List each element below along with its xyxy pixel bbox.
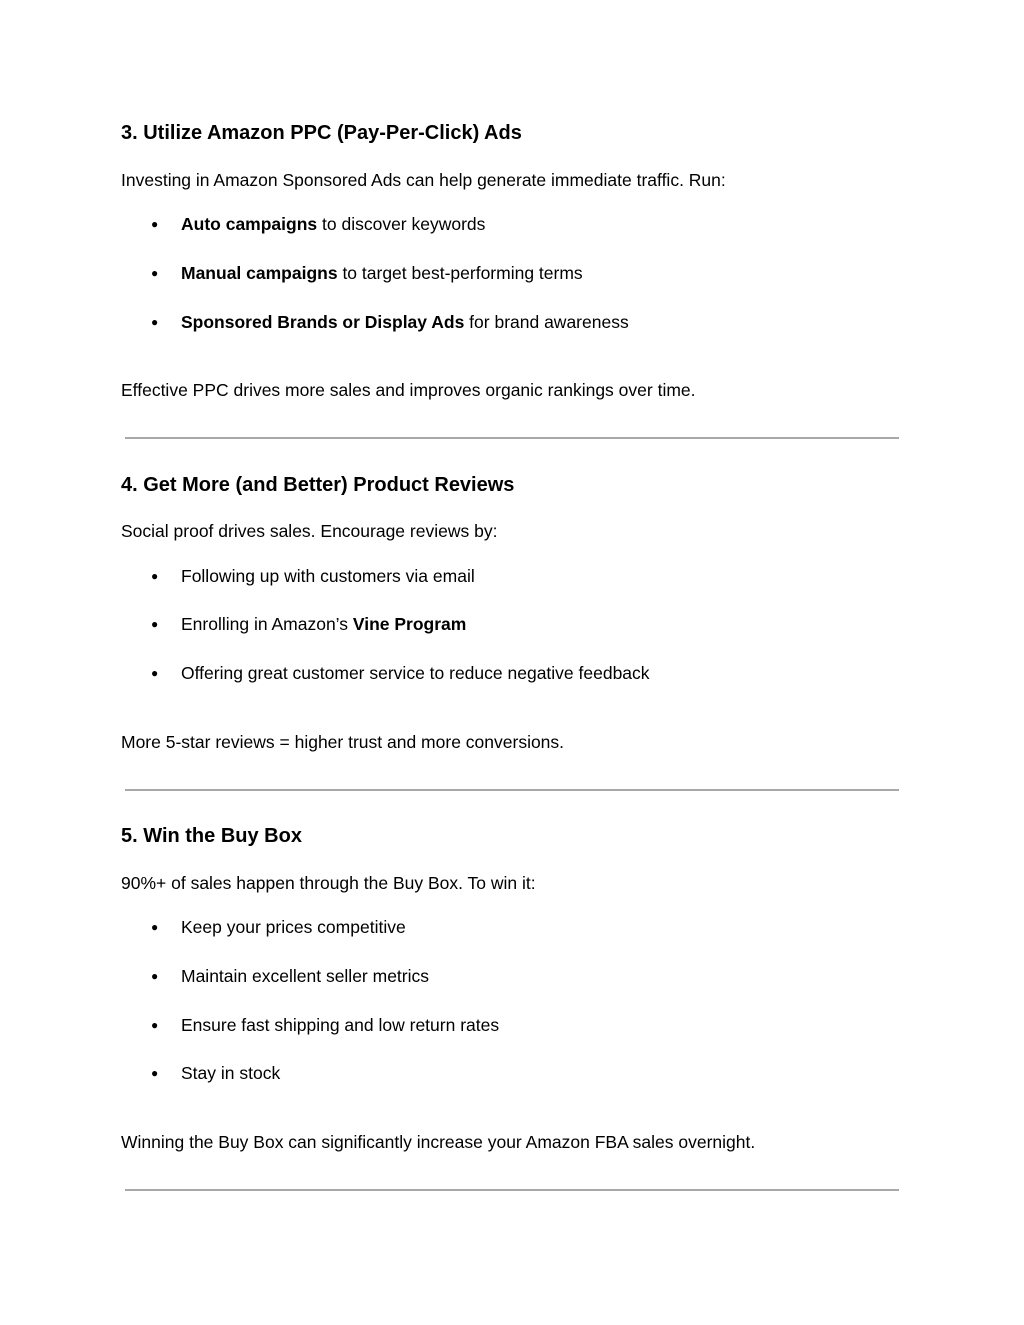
section-intro-reviews: Social proof drives sales. Encourage reviews by:	[121, 521, 498, 541]
section-conclusion-buy-box: Winning the Buy Box can significantly increase your Amazon FBA sales overnight.	[121, 1132, 756, 1152]
list-item-text	[181, 311, 629, 333]
list-item-text	[181, 213, 485, 235]
section-divider	[125, 789, 899, 791]
bullet-icon: ●	[151, 315, 159, 329]
list-item-text: Following up with customers via email	[181, 566, 475, 586]
section-conclusion-ppc: Effective PPC drives more sales and improves organic rankings over time.	[121, 380, 696, 400]
bullet-icon: ●	[151, 217, 159, 231]
list-item-text: Keep your prices competitive	[181, 917, 406, 937]
bullet-icon: ●	[151, 569, 159, 583]
list-item-text: Ensure fast shipping and low return rates	[181, 1015, 500, 1035]
list-item-rest: to target best-performing terms	[337, 263, 583, 283]
section-heading-reviews: 4. Get More (and Better) Product Reviews	[121, 474, 515, 496]
bullet-icon: ●	[151, 1066, 159, 1080]
list-item-bold: Sponsored Brands or Display Ads	[181, 312, 465, 332]
section-divider	[125, 1189, 899, 1191]
section-heading-ppc: 3. Utilize Amazon PPC (Pay-Per-Click) Ads	[121, 122, 522, 144]
section-intro-ppc: Investing in Amazon Sponsored Ads can help generate immediate traffic. Run:	[121, 170, 726, 190]
list-item-rest: to discover keywords	[317, 214, 486, 234]
list-item-text: Stay in stock	[181, 1063, 281, 1083]
list-item-rest: Enrolling in Amazon’s	[181, 614, 353, 634]
bullet-icon: ●	[151, 617, 159, 631]
bullet-icon: ●	[151, 266, 159, 280]
list-item-bold: Vine Program	[352, 614, 467, 634]
bullet-icon: ●	[151, 666, 159, 680]
bullet-icon: ●	[151, 920, 159, 934]
bullet-icon: ●	[151, 1018, 159, 1032]
section-heading-buy-box: 5. Win the Buy Box	[121, 825, 302, 847]
list-item-text	[181, 262, 583, 284]
section-intro-buy-box: 90%+ of sales happen through the Buy Box. To win it:	[121, 873, 536, 893]
list-item-rest: for brand awareness	[464, 312, 629, 332]
list-item-text: Maintain excellent seller metrics	[181, 966, 430, 986]
section-conclusion-reviews: More 5-star reviews = higher trust and more conversions.	[121, 732, 565, 752]
list-item-bold: Auto campaigns	[181, 214, 318, 234]
list-item-text: Offering great customer service to reduce negative feedback	[181, 663, 650, 683]
section-divider	[125, 437, 899, 439]
list-item-bold: Manual campaigns	[181, 263, 338, 283]
list-item-text	[181, 613, 466, 635]
bullet-icon: ●	[151, 969, 159, 983]
